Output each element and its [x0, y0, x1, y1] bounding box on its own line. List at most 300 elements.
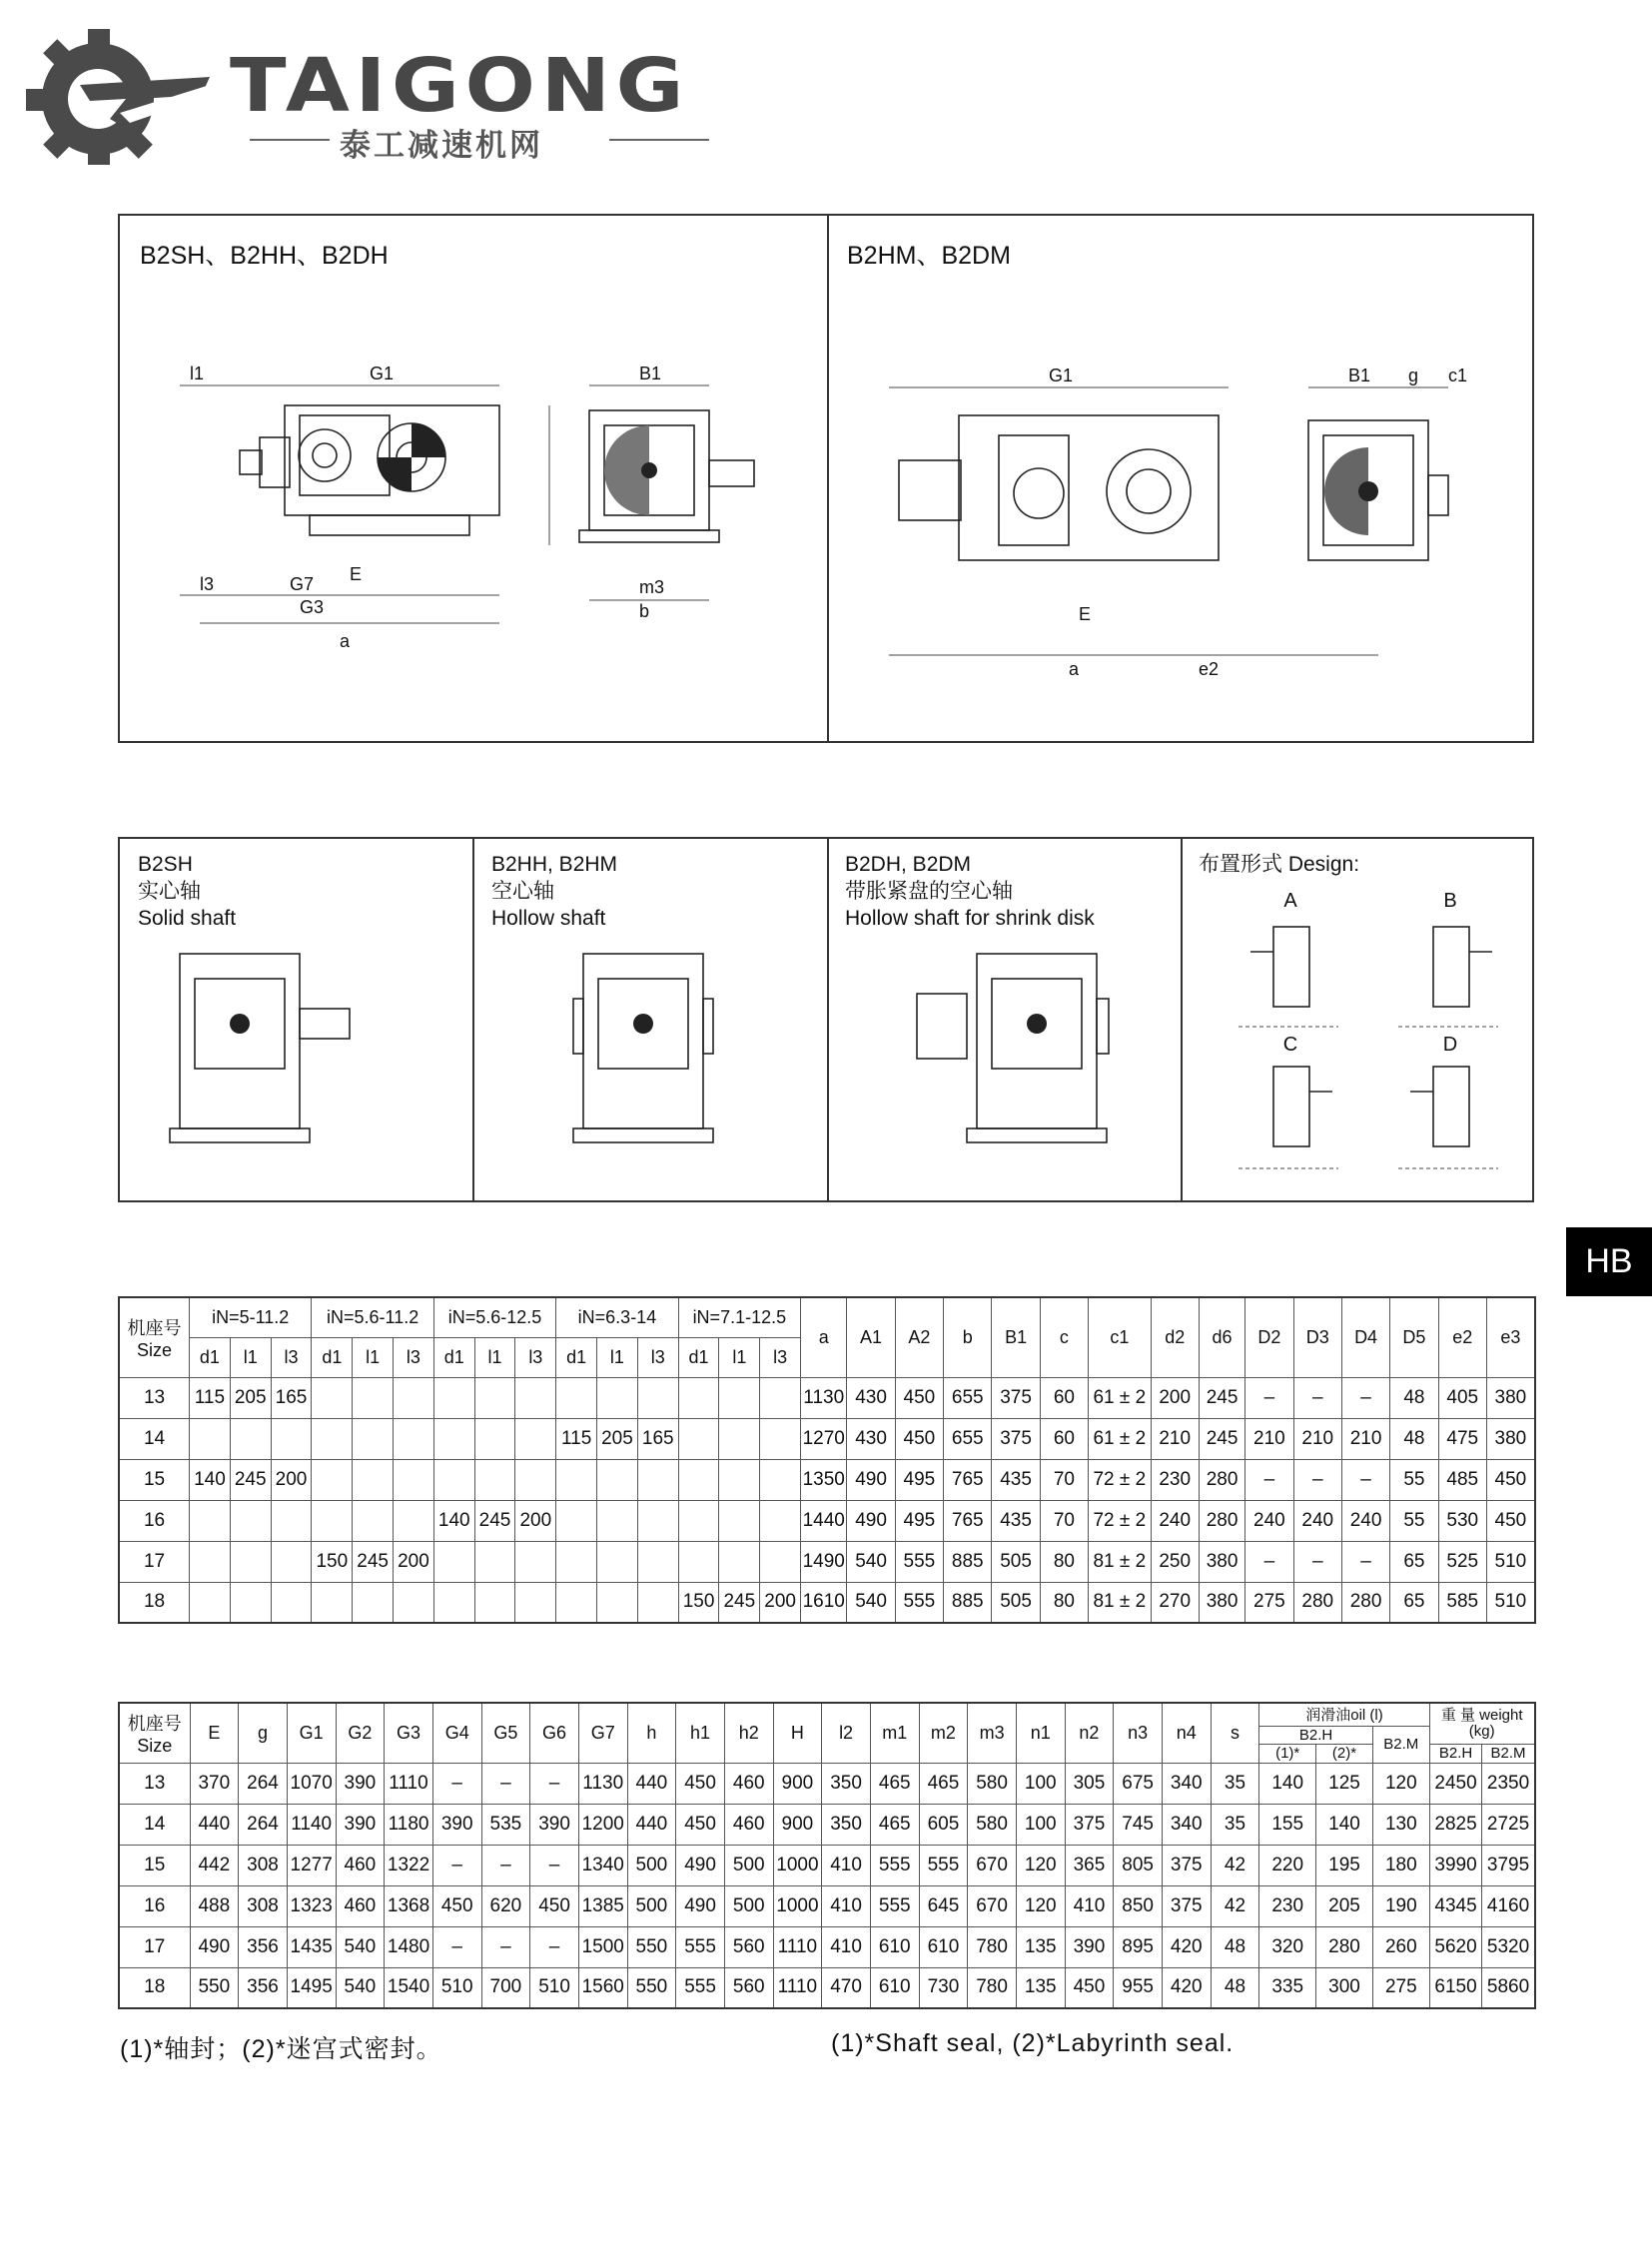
- oil-subheader: (2)*: [1316, 1744, 1373, 1763]
- column-header: A1: [847, 1297, 895, 1377]
- table-cell: [556, 1541, 597, 1582]
- column-header: n3: [1114, 1703, 1163, 1763]
- table-cell: [678, 1377, 719, 1418]
- table-cell: [556, 1582, 597, 1623]
- table-cell: 390: [530, 1804, 579, 1845]
- column-header: c: [1040, 1297, 1088, 1377]
- table-cell: 115: [190, 1377, 231, 1418]
- table-cell: 356: [239, 1967, 288, 2008]
- size-cell: 18: [119, 1967, 190, 2008]
- table-cell: 460: [336, 1845, 385, 1885]
- group-subheader: d1: [433, 1337, 474, 1377]
- table-cell: 460: [724, 1763, 773, 1804]
- table-cell: 100: [1016, 1763, 1065, 1804]
- table-cell: 210: [1245, 1418, 1293, 1459]
- table-cell: 115: [556, 1418, 597, 1459]
- table-cell: 1560: [578, 1967, 627, 2008]
- table-cell: 300: [1316, 1967, 1373, 2008]
- column-header: G5: [481, 1703, 530, 1763]
- table-cell: –: [530, 1763, 579, 1804]
- table-cell: [719, 1377, 760, 1418]
- gear-logo-icon: [20, 25, 220, 165]
- table-cell: 308: [239, 1885, 288, 1926]
- hollow-shaft-caption: [491, 851, 617, 932]
- weight-subheader: B2.M: [1482, 1744, 1535, 1763]
- table-cell: 280: [1316, 1926, 1373, 1967]
- table-cell: 1350: [801, 1459, 847, 1500]
- table-cell: 465: [870, 1763, 919, 1804]
- table-cell: 390: [432, 1804, 481, 1845]
- table-cell: [474, 1541, 515, 1582]
- svg-text:g: g: [1408, 366, 1419, 385]
- table-cell: 900: [773, 1763, 822, 1804]
- table-row: [119, 1582, 1535, 1623]
- table-cell: [230, 1418, 271, 1459]
- table-cell: 475: [1438, 1418, 1486, 1459]
- table-cell: 675: [1114, 1763, 1163, 1804]
- column-header: D5: [1390, 1297, 1438, 1377]
- table-cell: [394, 1418, 434, 1459]
- table-cell: [678, 1500, 719, 1541]
- table-cell: [678, 1541, 719, 1582]
- table-cell: 375: [1162, 1845, 1211, 1885]
- table-cell: 555: [676, 1926, 725, 1967]
- group-subheader: l1: [230, 1337, 271, 1377]
- table-cell: [433, 1541, 474, 1582]
- svg-text:e2: e2: [1199, 659, 1220, 679]
- column-header: G3: [385, 1703, 433, 1763]
- table-cell: 135: [1016, 1926, 1065, 1967]
- table-cell: 1480: [385, 1926, 433, 1967]
- table-cell: 5860: [1482, 1967, 1535, 2008]
- ratio-group-header: iN=5-11.2: [190, 1297, 312, 1337]
- table-cell: 895: [1114, 1926, 1163, 1967]
- column-header: D2: [1245, 1297, 1293, 1377]
- size-cell: 15: [119, 1845, 190, 1885]
- table-row: [119, 1459, 1535, 1500]
- table-cell: 100: [1016, 1804, 1065, 1845]
- solid-shaft-en: Solid shaft: [138, 907, 237, 930]
- size-cell: 16: [119, 1885, 190, 1926]
- size-cell: 15: [119, 1459, 190, 1500]
- table-cell: [719, 1541, 760, 1582]
- table-cell: 450: [1486, 1500, 1534, 1541]
- table-cell: 140: [190, 1459, 231, 1500]
- table-cell: [760, 1459, 801, 1500]
- table-cell: 530: [1438, 1500, 1486, 1541]
- column-header: G1: [287, 1703, 336, 1763]
- size-header-en: Size: [137, 1735, 173, 1756]
- table-cell: –: [1293, 1377, 1341, 1418]
- table-cell: [271, 1418, 312, 1459]
- table-cell: 410: [822, 1926, 871, 1967]
- table-cell: [394, 1377, 434, 1418]
- table-cell: 375: [1162, 1885, 1211, 1926]
- table-cell: 550: [190, 1967, 239, 2008]
- column-header: h1: [676, 1703, 725, 1763]
- table-cell: 510: [1486, 1541, 1534, 1582]
- ratio-group-header: iN=7.1-12.5: [678, 1297, 800, 1337]
- table-row: [119, 1418, 1535, 1459]
- table-cell: 35: [1211, 1763, 1259, 1804]
- table-cell: 1323: [287, 1885, 336, 1926]
- table-cell: 1610: [801, 1582, 847, 1623]
- table-cell: 195: [1316, 1845, 1373, 1885]
- table-cell: [637, 1377, 678, 1418]
- ratio-group-header: iN=5.6-11.2: [312, 1297, 433, 1337]
- size-header-cn: 机座号: [127, 1713, 182, 1734]
- hollow-shaft-code: B2HH, B2HM: [491, 853, 618, 876]
- table-cell: [515, 1582, 556, 1623]
- table-row: [119, 1804, 1535, 1845]
- size-cell: 14: [119, 1804, 190, 1845]
- table-cell: [312, 1500, 353, 1541]
- table-cell: 555: [870, 1845, 919, 1885]
- table-cell: 270: [1151, 1582, 1199, 1623]
- table-cell: 420: [1162, 1967, 1211, 2008]
- column-header: h2: [724, 1703, 773, 1763]
- table-cell: 450: [895, 1377, 943, 1418]
- table-row: [119, 1541, 1535, 1582]
- table-cell: –: [1245, 1459, 1293, 1500]
- column-header: e2: [1438, 1297, 1486, 1377]
- ratio-group-header: iN=5.6-12.5: [433, 1297, 555, 1337]
- table-cell: 1490: [801, 1541, 847, 1582]
- size-header: [119, 1703, 190, 1763]
- table-cell: 500: [724, 1885, 773, 1926]
- table-cell: 130: [1372, 1804, 1429, 1845]
- table-cell: 435: [992, 1500, 1040, 1541]
- table-cell: 70: [1040, 1459, 1088, 1500]
- table-cell: [474, 1582, 515, 1623]
- table-cell: [597, 1377, 638, 1418]
- table-cell: 450: [1486, 1459, 1534, 1500]
- table-cell: 505: [992, 1541, 1040, 1582]
- table-cell: [230, 1541, 271, 1582]
- table-cell: 356: [239, 1926, 288, 1967]
- table-cell: 490: [847, 1500, 895, 1541]
- table-cell: 560: [724, 1926, 773, 1967]
- solid-shaft-code: B2SH: [138, 853, 193, 876]
- table-cell: [597, 1459, 638, 1500]
- table-cell: –: [1341, 1459, 1389, 1500]
- design-caption: 布置形式 Design:: [1199, 853, 1360, 876]
- table-cell: 1440: [801, 1500, 847, 1541]
- table-cell: [719, 1500, 760, 1541]
- table-cell: 525: [1438, 1541, 1486, 1582]
- table-cell: 450: [676, 1763, 725, 1804]
- table-cell: 1340: [578, 1845, 627, 1885]
- table-cell: 260: [1372, 1926, 1429, 1967]
- shaft-types-panel: [118, 837, 1534, 1202]
- table-cell: [353, 1582, 394, 1623]
- table-cell: 320: [1259, 1926, 1316, 1967]
- table-cell: 240: [1293, 1500, 1341, 1541]
- solid-shaft-caption: [138, 851, 236, 932]
- table-row: [119, 1885, 1535, 1926]
- table-cell: 540: [336, 1967, 385, 2008]
- table-cell: –: [1293, 1541, 1341, 1582]
- group-subheader: l3: [760, 1337, 801, 1377]
- table-cell: [719, 1459, 760, 1500]
- table-cell: 65: [1390, 1582, 1438, 1623]
- table-cell: 610: [870, 1967, 919, 2008]
- column-header: m1: [870, 1703, 919, 1763]
- table-cell: –: [481, 1845, 530, 1885]
- table-cell: 1495: [287, 1967, 336, 2008]
- table-cell: 440: [627, 1804, 676, 1845]
- table-cell: [190, 1541, 231, 1582]
- table-cell: 280: [1199, 1500, 1244, 1541]
- oil-b2m-header: B2.M: [1372, 1726, 1429, 1763]
- table-cell: 210: [1151, 1418, 1199, 1459]
- table-cell: 465: [870, 1804, 919, 1845]
- table-cell: 435: [992, 1459, 1040, 1500]
- table-cell: –: [1293, 1459, 1341, 1500]
- table-cell: 245: [474, 1500, 515, 1541]
- table-cell: [474, 1418, 515, 1459]
- table-cell: 48: [1390, 1418, 1438, 1459]
- table-cell: 335: [1259, 1967, 1316, 2008]
- column-header: d2: [1151, 1297, 1199, 1377]
- table-cell: 280: [1341, 1582, 1389, 1623]
- group-subheader: l1: [597, 1337, 638, 1377]
- table-cell: [312, 1377, 353, 1418]
- table-cell: 305: [1065, 1763, 1114, 1804]
- brand-name: TAIGONG: [230, 43, 690, 129]
- table-cell: 140: [1259, 1763, 1316, 1804]
- table-cell: 510: [1486, 1582, 1534, 1623]
- size-cell: 17: [119, 1926, 190, 1967]
- table-cell: 2725: [1482, 1804, 1535, 1845]
- svg-text:B1: B1: [639, 366, 662, 383]
- table-cell: 264: [239, 1804, 288, 1845]
- table-cell: 275: [1372, 1967, 1429, 2008]
- table-cell: 70: [1040, 1500, 1088, 1541]
- table-cell: 200: [515, 1500, 556, 1541]
- table-cell: 410: [1065, 1885, 1114, 1926]
- table-cell: 390: [336, 1763, 385, 1804]
- table-cell: [760, 1541, 801, 1582]
- table-cell: 1110: [773, 1967, 822, 2008]
- column-header: n1: [1016, 1703, 1065, 1763]
- table-cell: 460: [336, 1885, 385, 1926]
- table-cell: [433, 1459, 474, 1500]
- table-cell: [678, 1418, 719, 1459]
- solid-shaft-cn: 实心轴: [138, 880, 201, 903]
- table-cell: 1110: [385, 1763, 433, 1804]
- column-header: G2: [336, 1703, 385, 1763]
- table-cell: 540: [336, 1926, 385, 1967]
- table-cell: 370: [190, 1763, 239, 1804]
- size-cell: 13: [119, 1763, 190, 1804]
- table-cell: 1070: [287, 1763, 336, 1804]
- table-cell: 490: [847, 1459, 895, 1500]
- group-subheader: d1: [190, 1337, 231, 1377]
- brand-logo: [20, 25, 709, 165]
- table-cell: 460: [724, 1804, 773, 1845]
- table-cell: 42: [1211, 1885, 1259, 1926]
- table-cell: 2450: [1429, 1763, 1482, 1804]
- b2sh-dimension-drawing: [140, 366, 819, 735]
- table-cell: 1540: [385, 1967, 433, 2008]
- table-cell: 510: [432, 1967, 481, 2008]
- table-cell: 1140: [287, 1804, 336, 1845]
- table-cell: 500: [724, 1845, 773, 1885]
- table-cell: 5320: [1482, 1926, 1535, 1967]
- dimension-table-1: [118, 1296, 1536, 1624]
- column-header: h: [627, 1703, 676, 1763]
- panel-divider: [827, 839, 829, 1200]
- table-cell: 264: [239, 1763, 288, 1804]
- table-cell: 375: [992, 1418, 1040, 1459]
- column-header: G7: [578, 1703, 627, 1763]
- table-cell: 560: [724, 1967, 773, 2008]
- table-cell: 495: [895, 1500, 943, 1541]
- group-subheader: l1: [474, 1337, 515, 1377]
- table-cell: 365: [1065, 1845, 1114, 1885]
- table-cell: 1435: [287, 1926, 336, 1967]
- hollow-shaft-cn: 空心轴: [491, 880, 554, 903]
- table-cell: 280: [1199, 1459, 1244, 1500]
- table-cell: [678, 1459, 719, 1500]
- svg-text:l1: l1: [190, 366, 205, 383]
- table-cell: 670: [968, 1885, 1017, 1926]
- hollow-shaft-en: Hollow shaft: [491, 907, 606, 930]
- table-cell: 610: [919, 1926, 968, 1967]
- table-cell: 488: [190, 1885, 239, 1926]
- table-cell: 555: [895, 1582, 943, 1623]
- column-header: G6: [530, 1703, 579, 1763]
- shrink-disk-code: B2DH, B2DM: [845, 853, 972, 876]
- table-cell: 885: [944, 1541, 992, 1582]
- svg-text:G3: G3: [300, 597, 325, 617]
- table-cell: 450: [895, 1418, 943, 1459]
- table-cell: 380: [1199, 1541, 1244, 1582]
- table-cell: 1200: [578, 1804, 627, 1845]
- table-cell: 200: [1151, 1377, 1199, 1418]
- table-cell: 210: [1341, 1418, 1389, 1459]
- table-cell: [637, 1500, 678, 1541]
- group-subheader: l1: [719, 1337, 760, 1377]
- table-cell: 1180: [385, 1804, 433, 1845]
- table-cell: 80: [1040, 1582, 1088, 1623]
- column-header: c1: [1089, 1297, 1151, 1377]
- table-cell: 140: [433, 1500, 474, 1541]
- table-cell: 3990: [1429, 1845, 1482, 1885]
- table-cell: 340: [1162, 1763, 1211, 1804]
- table-cell: 205: [597, 1418, 638, 1459]
- table-cell: 120: [1372, 1763, 1429, 1804]
- table-cell: 450: [1065, 1967, 1114, 2008]
- table-cell: –: [1341, 1377, 1389, 1418]
- table-cell: 2825: [1429, 1804, 1482, 1845]
- table-cell: 1322: [385, 1845, 433, 1885]
- section-tab: HB: [1566, 1227, 1652, 1296]
- table-cell: 450: [676, 1804, 725, 1845]
- table-cell: 430: [847, 1377, 895, 1418]
- table-cell: 180: [1372, 1845, 1429, 1885]
- group-subheader: d1: [312, 1337, 353, 1377]
- table-cell: 780: [968, 1967, 1017, 2008]
- table-cell: 350: [822, 1804, 871, 1845]
- b2hm-dimension-drawing: [849, 366, 1518, 735]
- column-header: g: [239, 1703, 288, 1763]
- table-cell: 2350: [1482, 1763, 1535, 1804]
- table-row: [119, 1500, 1535, 1541]
- table-cell: –: [1245, 1377, 1293, 1418]
- table-cell: 1000: [773, 1845, 822, 1885]
- column-header: D3: [1293, 1297, 1341, 1377]
- dimension-table-2: [118, 1702, 1536, 2009]
- table-cell: 80: [1040, 1541, 1088, 1582]
- table-cell: 220: [1259, 1845, 1316, 1885]
- table-cell: [515, 1459, 556, 1500]
- column-header: l2: [822, 1703, 871, 1763]
- table-cell: [271, 1582, 312, 1623]
- table-cell: 1130: [801, 1377, 847, 1418]
- table-cell: [597, 1541, 638, 1582]
- group-subheader: l1: [353, 1337, 394, 1377]
- oil-b2h-header: B2.H: [1259, 1726, 1373, 1744]
- shrink-disk-drawing: [847, 939, 1167, 1188]
- size-cell: 13: [119, 1377, 190, 1418]
- column-header: H: [773, 1703, 822, 1763]
- table-cell: [760, 1418, 801, 1459]
- svg-text:B1: B1: [1348, 366, 1371, 385]
- table-cell: 81 ± 2: [1089, 1582, 1151, 1623]
- column-header: s: [1211, 1703, 1259, 1763]
- table-cell: 540: [847, 1541, 895, 1582]
- group-subheader: d1: [678, 1337, 719, 1377]
- table-cell: 245: [1199, 1418, 1244, 1459]
- table-cell: 60: [1040, 1377, 1088, 1418]
- table-cell: 245: [1199, 1377, 1244, 1418]
- footnote-en: (1)*Shaft seal, (2)*Labyrinth seal.: [831, 2029, 1235, 2057]
- svg-text:E: E: [350, 564, 363, 584]
- size-header-cn: 机座号: [127, 1317, 182, 1338]
- table-cell: 250: [1151, 1541, 1199, 1582]
- table-cell: 510: [530, 1967, 579, 2008]
- weight-header: 重 量 weight (kg): [1429, 1703, 1534, 1744]
- table-cell: [597, 1582, 638, 1623]
- table-cell: 150: [312, 1541, 353, 1582]
- table-cell: 390: [336, 1804, 385, 1845]
- table-cell: 805: [1114, 1845, 1163, 1885]
- table-cell: 550: [627, 1926, 676, 1967]
- table-cell: 1130: [578, 1763, 627, 1804]
- table-row: [119, 1967, 1535, 2008]
- svg-text:G7: G7: [290, 574, 315, 594]
- column-header: a: [801, 1297, 847, 1377]
- table-cell: 535: [481, 1804, 530, 1845]
- design-variant-a: A: [1283, 890, 1297, 912]
- group-subheader: l3: [271, 1337, 312, 1377]
- table-cell: 140: [1316, 1804, 1373, 1845]
- table-cell: 245: [353, 1541, 394, 1582]
- table-cell: [312, 1459, 353, 1500]
- table-cell: –: [530, 1926, 579, 1967]
- footnote-cn: (1)*轴封；(2)*迷宫式密封。: [120, 2035, 442, 2063]
- table-cell: 765: [944, 1500, 992, 1541]
- table-cell: [556, 1500, 597, 1541]
- table-cell: 60: [1040, 1418, 1088, 1459]
- table-cell: 405: [1438, 1377, 1486, 1418]
- table-cell: 275: [1245, 1582, 1293, 1623]
- table-cell: [190, 1418, 231, 1459]
- oil-header: 润滑油oil (l): [1259, 1703, 1429, 1726]
- table-cell: 55: [1390, 1500, 1438, 1541]
